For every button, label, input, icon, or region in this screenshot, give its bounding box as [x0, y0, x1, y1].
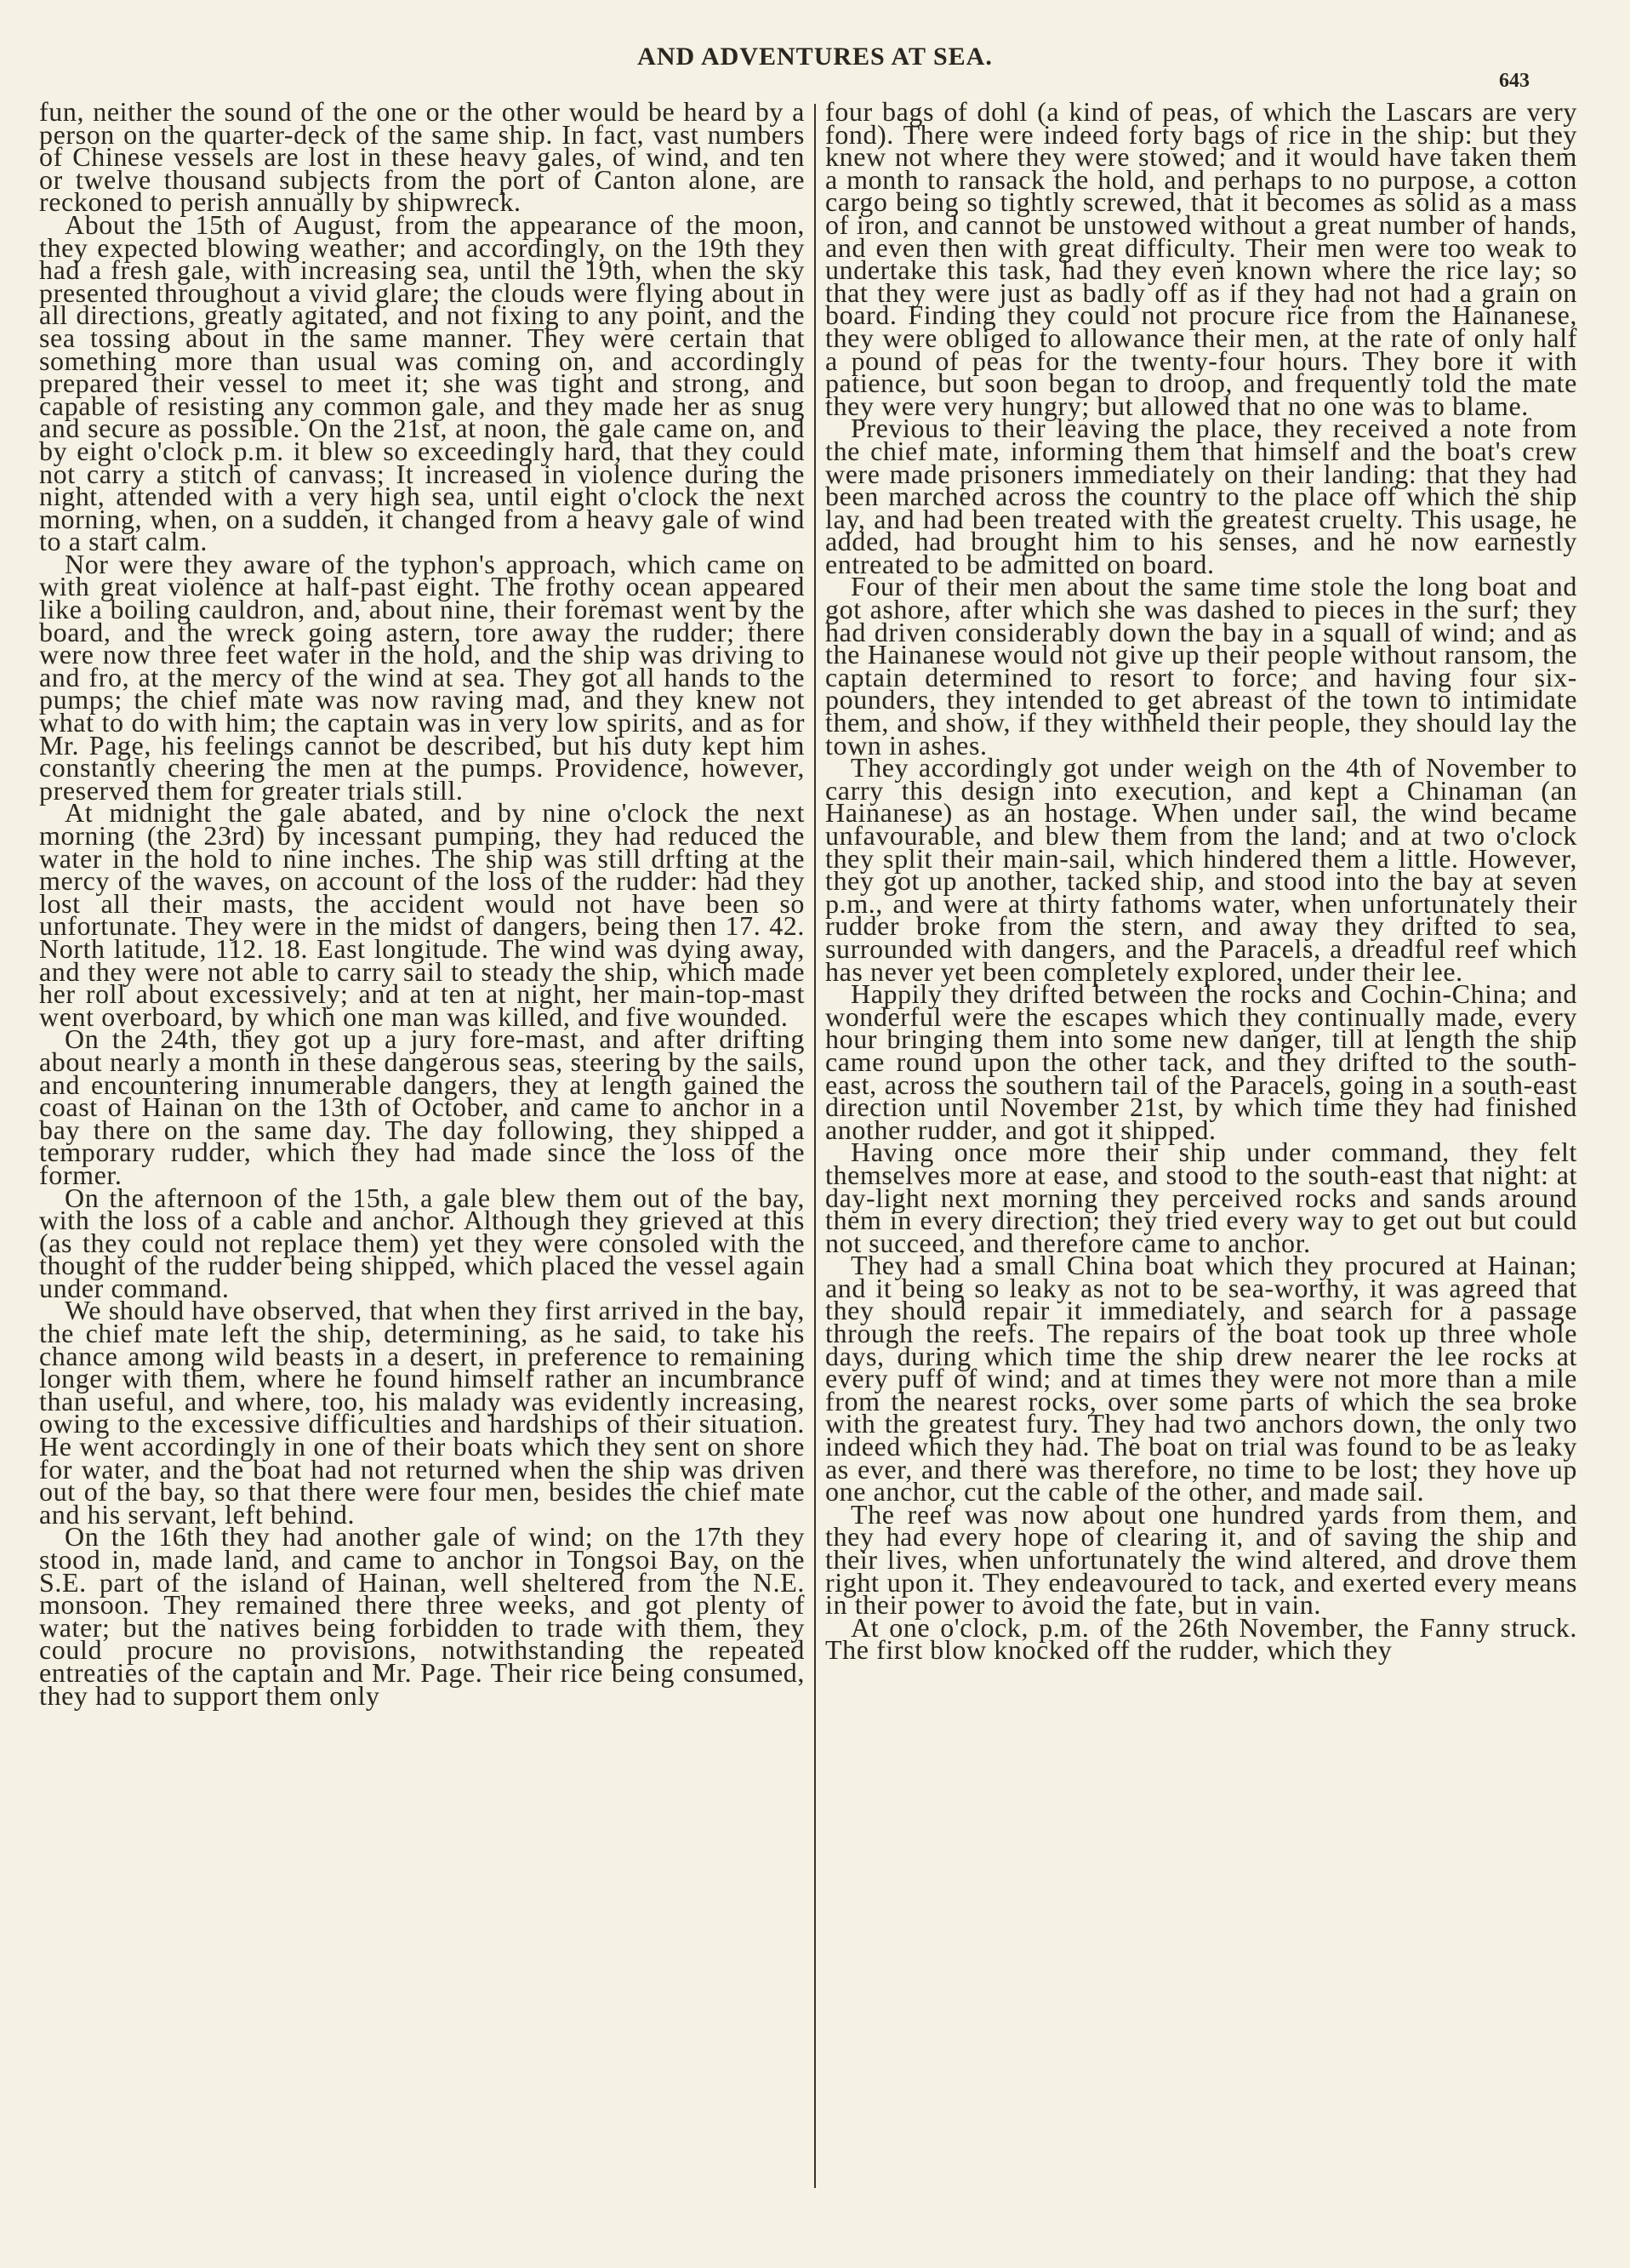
- paragraph: We should have observed, that when they first arrived in the bay, the chief mate left the ship, determining, as he said, to take his chance among wild beasts in a desert, in preference to remaining longer with them, where he found himself rather an incumbrance than useful, and where, too, his malady was evidently increasing, owing to the excessive difficulties and hardships of their situation. He went accordingly in one of their boats which they sent on shore for water, and the boat had not returned when the ship was driven out of the bay, so that there were four men, besides the chief mate and his servant, left behind.: [39, 1295, 805, 1530]
- paragraph: fun, neither the sound of the one or the other would be heard by a person on the quarter-deck of the same ship. In fact, vast numbers of Chinese vessels are lost in these heavy gales, of wind, and ten or twelve thousand subjects from the port of Canton alone, are reckoned to perish annually by shipwreck.: [39, 96, 805, 218]
- paragraph: About the 15th of August, from the appearance of the moon, they expected blowing weather; and accordingly, on the 19th they had a fresh gale, with increasing sea, until the 19th, when the sky presented throughout a vivid glare; the clouds were flying about in all directions, greatly agitated, and not fixing to any point, and the sea tossing about in the same manner. They were certain that something more than usual was coming on, and accordingly prepared their vessel to meet it; she was tight and strong, and capable of resisting any common gale, and they made her as snug and secure as possible. On the 21st, at noon, the gale came on, and by eight o'clock p.m. it blew so exceedingly hard, that they could not carry a stitch of canvass; It increased in violence during the night, attended with a very high sea, until eight o'clock the next morning, when, on a sudden, it changed from a heavy gale of wind to a start calm.: [39, 208, 805, 557]
- paragraph: four bags of dohl (a kind of peas, of which the Lascars are very fond). There were indeed forty bags of rice in the ship: but they knew not where they were stowed; and it would have taken them a month to ransack the hold, and perhaps to no purpose, a cotton cargo being so tightly screwed, that it becomes as solid as a mass of iron, and cannot be unstowed without a great number of hands, and even then with great difficulty. Their men were too weak to undertake this task, had they even known where the rice lay; so that they were just as badly off as if they had not had a grain on board. Finding they could not procure rice from the Hainanese, they were obliged to allowance their men, at the rate of only half a pound of peas for the twenty-four hours. They bore it with patience, but soon began to droop, and frequently told the mate they were very hungry; but allowed that no one was to blame.: [825, 96, 1577, 421]
- paragraph: Nor were they aware of the typhon's approach, which came on with great violence at half-past eight. The frothy ocean appeared like a boiling cauldron, and, about nine, their foremast went by the board, and the wreck going astern, tore away the rudder; there were now three feet water in the hold, and the ship was driving to and fro, at the mercy of the wind at sea. They got all hands to the pumps; the chief mate was now raving mad, and they knew not what to do with him; the captain was in very low spirits, and as for Mr. Page, his feelings cannot be described, but his duty kept him constantly cheering the men at the pumps. Providence, however, preserved them for greater trials still.: [39, 548, 805, 806]
- paragraph: On the afternoon of the 15th, a gale blew them out of the bay, with the loss of a cable and anchor. Although they grieved at this (as they could not replace them) yet they were consoled with the thought of the rudder being shipped, which placed the vessel again under command.: [39, 1182, 805, 1303]
- paragraph: The reef was now about one hundred yards from them, and they had every hope of clearing it, and of saving the ship and their lives, when unfortunately the wind altered, and drove them right upon it. They endeavoured to tack, and exerted every means in their power to avoid the fate, but in vain.: [825, 1498, 1577, 1621]
- paragraph: Previous to their leaving the place, they received a note from the chief mate, informing them that himself and the boat's crew were made prisoners immediately on their landing: that they had been marched across the country to the place off which the ship lay, and had been treated with the greatest cruelty. This usage, he added, had brought him to his senses, and he now earnestly entreated to be admitted on board.: [825, 413, 1577, 579]
- paragraph: Having once more their ship under command, they felt themselves more at ease, and stood to the south-east that night: at day-light next morning they perceived rocks and sands around them in every direction; they tried every way to get out but could not succeed, and therefore came to anchor.: [825, 1137, 1577, 1258]
- paragraph: They had a small China boat which they procured at Hainan; and it being so leaky as not to be sea-worthy, it was agreed that they should repair it immediately, and search for a passage through the reefs. The repairs of the boat took up three whole days, during which time the ship drew nearer the lee rocks at every puff of wind; and at times they were not more than a mile from the nearest rocks, over some parts of which the sea broke with the greatest fury. They had two anchors down, the only two indeed which they had. The boat on trial was found to be as leaky as ever, and there was therefore, no time to be lost; they hove up one anchor, cut the cable of the other, and made sail.: [825, 1250, 1577, 1507]
- paragraph: At midnight the gale abated, and by nine o'clock the next morning (the 23rd) by incessant pumping, they had reduced the water in the hold to nine inches. The ship was still drfting at the mercy of the waves, on account of the loss of the rudder: had they lost all their masts, the accident would not have been so unfortunate. They were in the midst of dangers, being then 17. 42. North latitude, 112. 18. East longitude. The wind was dying away, and they were not able to carry sail to steady the ship, which made her roll about excessively; and at ten at night, her main-top-mast went overboard, by which one man was killed, and five wounded.: [39, 797, 805, 1032]
- left-column: [39, 96, 805, 1711]
- paragraph: Four of their men about the same time stole the long boat and got ashore, after which she was dashed to pieces in the surf; they had driven considerably down the bay in a squall of wind; and as the Hainanese would not give up their people without ransom, the captain determined to resort to force; and having four six-pounders, they intended to get abreast of the town to intimidate them, and show, if they withheld their people, they should lay the town in ashes.: [825, 571, 1577, 761]
- running-head-title: AND ADVENTURES AT SEA.: [637, 43, 993, 71]
- paragraph: On the 16th they had another gale of wind; on the 17th they stood in, made land, and came to anchor in Tongsoi Bay, on the S.E. part of the island of Hainan, well sheltered from the N.E. monsoon. They remained there three weeks, and got plenty of water; but the natives being forbidden to trade with them, they could procure no provisions, notwithstanding the repeated entreaties of the captain and Mr. Page. Their rice being consumed, they had to support them only: [39, 1521, 805, 1711]
- paragraph: They accordingly got under weigh on the 4th of November to carry this design into execution, and kept a Chinaman (an Hainanese) as an hostage. When under sail, the wind became unfavourable, and blew them from the land; and at two o'clock they split their main-sail, which hindered them a little. However, they got up another, tacked ship, and stood into the bay at seven p.m., and were at thirty fathoms water, when unfortunately their rudder broke from the stern, and away they drifted to sea, surrounded with dangers, and the Paracels, a dreadful reef which has never yet been completely explored, under their lee.: [825, 752, 1577, 987]
- paragraph: Happily they drifted between the rocks and Cochin-China; and wonderful were the escapes which they continually made, every hour bringing them into some new danger, till at length the ship came round upon the other tack, and they drifted to the south-east, across the southern tail of the Paracels, going in a south-east direction until November 21st, by which time they had finished another rudder, and got it shipped.: [825, 978, 1577, 1145]
- right-column: [825, 96, 1577, 1666]
- page-number: 643: [1499, 70, 1530, 92]
- column-divider: [814, 104, 816, 2188]
- paragraph: At one o'clock, p.m. of the 26th November, the Fanny struck. The first blow knocked off the rudder, which they: [825, 1611, 1577, 1666]
- paragraph: On the 24th, they got up a jury fore-mast, and after drifting about nearly a month in these dangerous seas, steering by the sails, and encountering innumerable dangers, they at length gained the coast of Hainan on the 13th of October, and came to anchor in a bay there on the same day. The day following, they shipped a temporary rudder, which they had made since the loss of the former.: [39, 1023, 805, 1190]
